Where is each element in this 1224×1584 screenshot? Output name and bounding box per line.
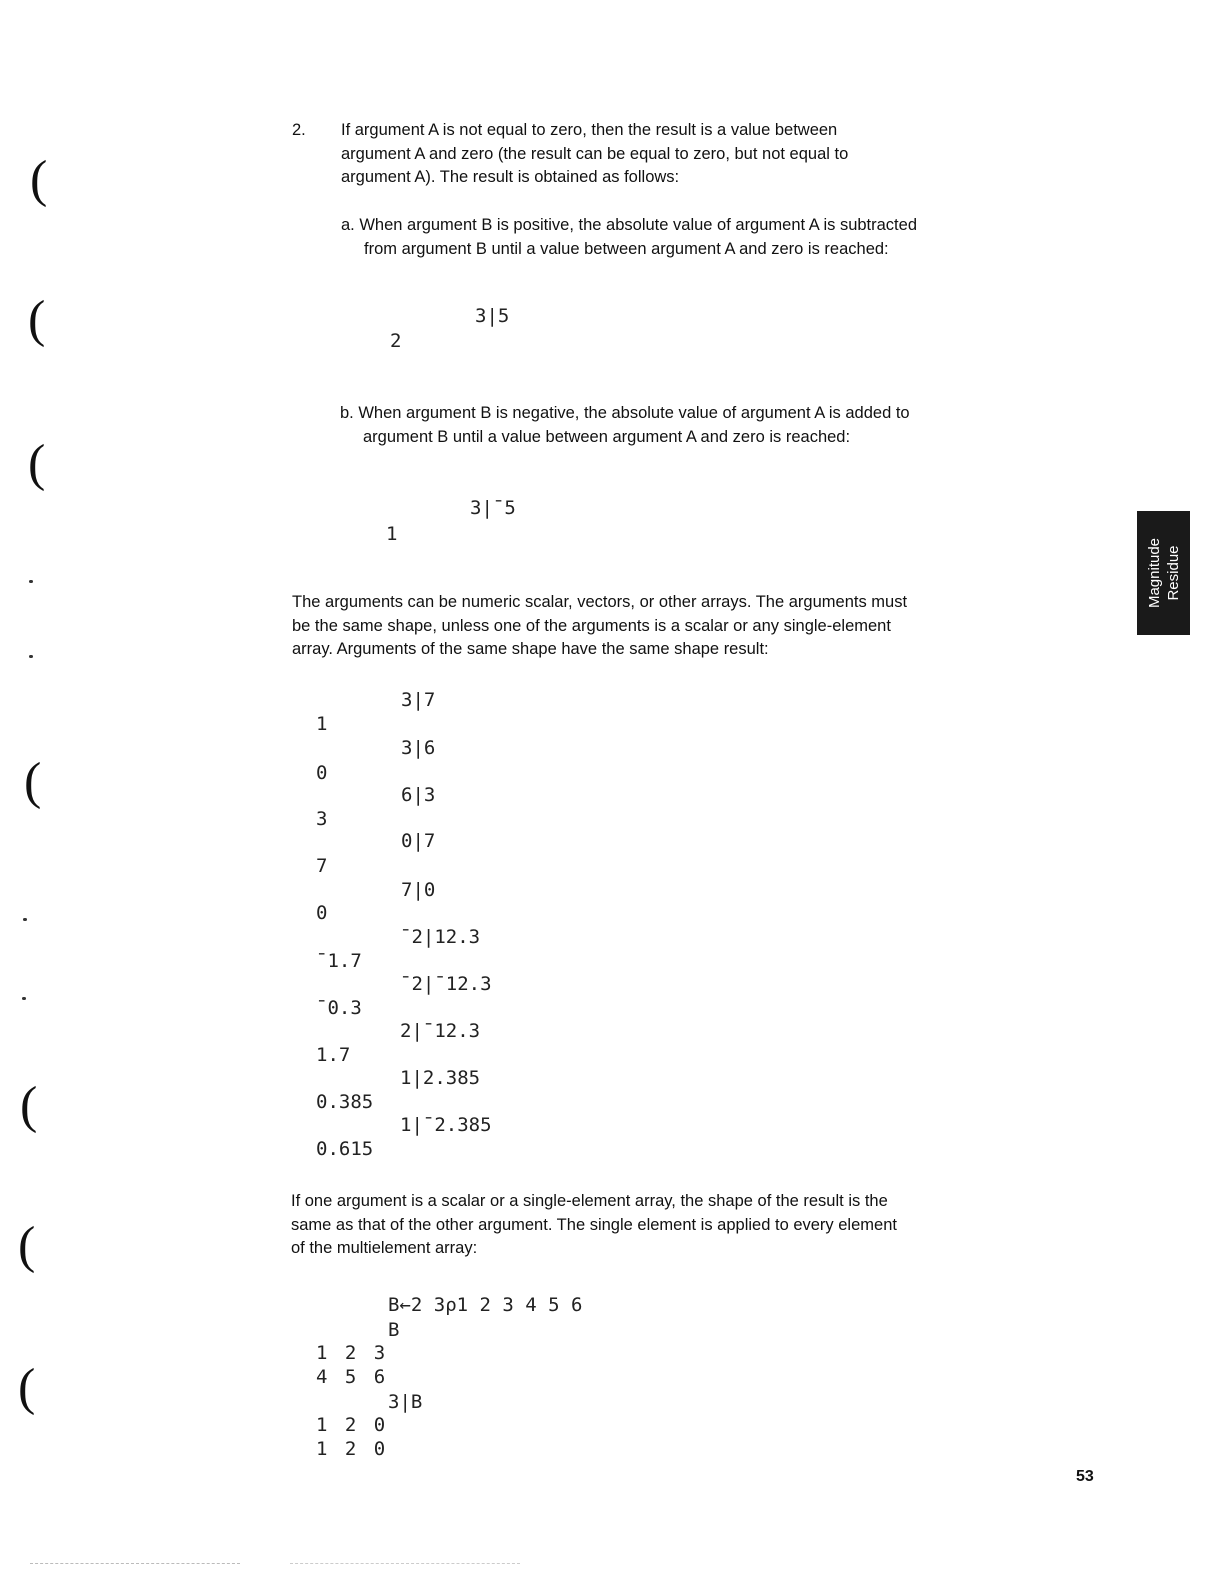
paragraph [291,1190,897,1261]
text-line: b. When argument B is negative, the absolute value of argument A is added to [340,404,910,422]
matrix-residue: 3|B [388,1391,423,1413]
example-input: ¯2|¯12.3 [400,973,492,995]
text-line: of the multielement array: [291,1239,478,1257]
matrix-show: B [388,1319,400,1341]
text-line: If argument A is not equal to zero, then the result is a value between [341,121,838,139]
margin-mark: ( [20,1077,38,1134]
text-line: a. When argument B is positive, the absolute value of argument A is subtracted [341,216,917,234]
example-output: ¯0.3 [316,997,362,1019]
margin-mark: ( [24,753,42,810]
margin-dot [29,580,33,583]
example-input: 1|2.385 [400,1067,481,1089]
section-tab-label [1145,538,1183,608]
example-input: 2|¯12.3 [400,1020,481,1042]
example-input: 7|0 [401,879,436,901]
margin-mark: ( [28,291,46,348]
matrix-assign: B←2 3ρ1 2 3 4 5 6 [388,1294,583,1316]
example-output: 0.385 [316,1091,374,1113]
scan-artifact [30,1563,240,1565]
section-tab-line: Magnitude [1145,537,1163,609]
margin-mark: ( [30,151,48,208]
margin-mark: ( [28,435,46,492]
example-output: 1.7 [316,1044,351,1066]
example-output: 3 [316,808,328,830]
example-output: 7 [316,855,328,877]
item-number: 2. [292,121,306,139]
example-input: 3|5 [475,305,510,327]
matrix-row: 1 2 3 [316,1342,389,1364]
example-input: 3|¯5 [470,497,516,519]
scan-artifact [290,1563,520,1565]
matrix-row: 1 2 0 [316,1438,389,1460]
example-output: 0 [316,902,328,924]
text-line: argument A and zero (the result can be equal to zero, but not equal to [341,144,849,163]
example-input: ¯2|12.3 [400,926,481,948]
margin-mark: ( [18,1217,36,1274]
example-output: 0 [316,762,328,784]
example-input: 0|7 [401,830,436,852]
example-input: 3|6 [401,737,436,759]
text-line: argument B until a value between argument A and zero is reached: [363,427,851,446]
example-input: 1|¯2.385 [400,1114,492,1136]
example-output: 1 [386,523,398,545]
example-input: 6|3 [401,784,436,806]
text-line: argument A). The result is obtained as follows: [341,168,680,186]
margin-dot [22,997,26,1000]
example-output: 2 [390,330,402,352]
item-a-text [341,214,917,261]
matrix-row: 4 5 6 [316,1366,389,1388]
item-2-text [341,119,848,190]
text-line: If one argument is a scalar or a single-element array, the shape of the result is the [291,1192,888,1210]
item-b-text [340,402,910,449]
section-tab [1137,511,1190,635]
text-line: The arguments can be numeric scalar, vectors, or other arrays. The arguments must [292,593,908,611]
example-output: 0.615 [316,1138,374,1160]
matrix-row: 1 2 0 [316,1414,389,1436]
text-line: array. Arguments of the same shape have the same shape result: [292,640,769,658]
text-line: from argument B until a value between argument A and zero is reached: [364,239,889,258]
section-tab-line: Residue [1164,545,1182,601]
text-line: be the same shape, unless one of the arguments is a scalar or any single-element [292,616,891,635]
page-number: 53 [1076,1468,1094,1485]
paragraph [292,591,907,662]
margin-dot [29,655,33,658]
text-line: same as that of the other argument. The single element is applied to every element [291,1215,897,1234]
margin-mark: ( [18,1359,36,1416]
margin-dot [23,918,27,921]
example-input: 3|7 [401,689,436,711]
example-output: ¯1.7 [316,950,362,972]
example-output: 1 [316,713,328,735]
